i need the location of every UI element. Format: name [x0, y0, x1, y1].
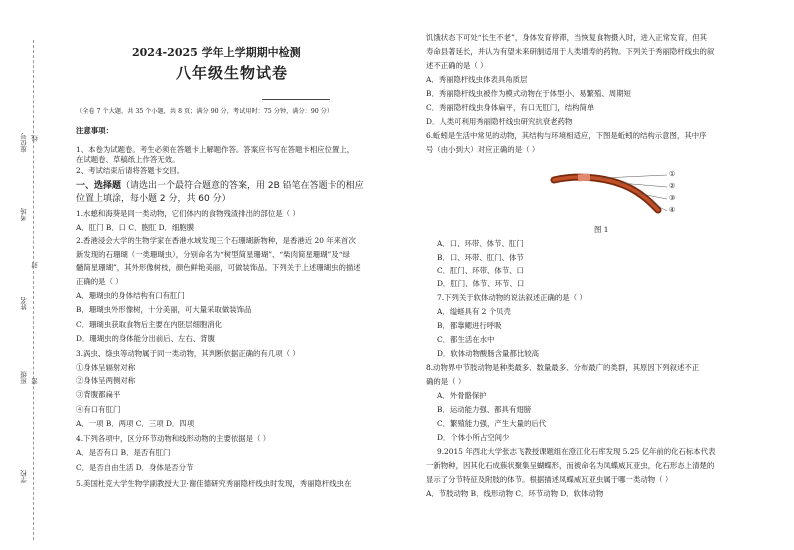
figure-label: ③ [669, 194, 676, 202]
question-line: C．珊瑚虫获取食物后主要在内胚层细胞消化 [76, 320, 223, 329]
question-line: D．人类可利用秀丽隐杆线虫研究抗衰老药物 [426, 117, 573, 126]
class-label: 班级 [20, 371, 28, 384]
section-instruction-line: 位置上填涂，每小题 2 分，共 60 分） [76, 194, 231, 204]
question-line: 述不正确的是（ ） [426, 61, 488, 70]
question-line: B．口、环带、肛门、体节 [437, 253, 524, 262]
question-line: D．肛门、体节、环节、口 [437, 279, 525, 288]
question-line: 7.下列关于软体动物的说法叙述正确的是（ ） [437, 293, 587, 302]
notes-title: 注意事项： [76, 126, 113, 135]
pointer-line [602, 175, 667, 178]
figure-caption: 图 1 [594, 225, 609, 234]
question-line: D．珊瑚虫的身体能分出前后、左右、背腹 [76, 334, 215, 343]
section-heading-title: 一、选择题 [76, 181, 122, 191]
seat-number-label: 座位号 [20, 133, 28, 153]
question-line: 寿命县著延长，并认为有望未来研制适用于人类增寿的药物。下列关于秀丽隐杆线虫的叙 [426, 47, 715, 56]
question-line: D．软体动物酸肠含量都比较高 [437, 349, 540, 358]
seal-mark-xian: 线 [31, 135, 39, 142]
question-line: B．珊瑚虫外形像树，十分美丽，可大量采取做装饰品 [76, 305, 252, 314]
question-line: A．珊瑚虫的身体结构有口有肛门 [76, 291, 185, 300]
title-rule [262, 99, 330, 100]
question-line: A．外骨骼保护 [437, 391, 487, 400]
question-line: 8.动物界中节肢动物是种类最多、数量最多、分布最广的类群，其原因下列叙述不正 [426, 363, 700, 372]
figure-label: ② [669, 182, 676, 190]
question-line: ④有口有肛门 [76, 405, 121, 414]
seal-mark-feng: 封 [31, 262, 39, 269]
question-line: ①身体呈辐射对称 [76, 363, 136, 372]
question-line: 一新物种，因其化石成蔟状聚集呈蝴蝶形，而被命名为凤蝶威瓦亚虫，化石形态上清楚的 [426, 461, 715, 470]
question-line: 2.香港浸会大学的生物学家在香港水域发现三个石珊瑚新物种，是香港近 20 年来首次 [76, 236, 356, 245]
name-label: 姓名 [20, 297, 28, 310]
notes-item: 1、本卷为试题卷。考生必须在答题卡上解题作答。答案应书写在答题卡相应位置上， [76, 145, 355, 154]
question-line: D．个体小所占空间少 [437, 433, 510, 442]
figure-label: ④ [669, 206, 676, 214]
question-line: C．都生活在水中 [437, 335, 495, 344]
section-heading [76, 178, 364, 191]
question-line: A．一项 B．两项 C．三项 D．四项 [76, 419, 195, 428]
question-line: 3.涡虫、绦虫等动物属于同一类动物，其判断依据正确的有几项（ ） [76, 349, 300, 358]
question-line: 4.下列各项中，区分环节动物和线形动物的主要依据是（ ） [76, 434, 271, 443]
earthworm-clitellum [578, 174, 590, 182]
seal-mark-mi: 密 [31, 378, 39, 385]
subject-title: 八年级生物试卷 [176, 64, 289, 82]
question-line: A．是否有口 B．是否有肛门 [76, 448, 171, 457]
school-label: 学校 [20, 470, 28, 483]
question-line: 6.蚯蚓是生活中常见的动物，其结构与环境相适应，下图是蚯蚓的结构示意图，其中序 [426, 131, 707, 140]
question-line: C．肛门、环带、体节、口 [437, 266, 524, 275]
figure-label: ① [669, 170, 676, 178]
question-line: A．节肢动物 B．线形动物 C．环节动物 D．软体动物 [426, 489, 604, 498]
section-instruction-line: （请选出一个最符合题意的答案，用 2B 铅笔在答题卡的相应 [121, 181, 364, 191]
notes-item: 在试题卷、草稿纸上作答无效。 [76, 155, 180, 164]
earthworm-body [554, 177, 658, 210]
exam-title: 2024-2025 学年上学期期中检测 [132, 46, 301, 59]
question-line: B．秀丽隐杆线虫被作为模式动物在于体型小、易繁殖、周期短 [426, 89, 631, 98]
question-line: 确的是（ ） [426, 377, 466, 386]
question-line: 饥饿状态下可处“长生不老”，身体发育停滞，当恢复食物摄入时，进入正常发育，但其 [426, 33, 708, 42]
question-line: C．繁殖能力强，产生大量的后代 [437, 419, 547, 428]
question-line: 9.2015 年西北大学张志飞教授课题组在澄江化石库发现 5.25 亿年前的化石标本代表 [437, 447, 716, 456]
earthworm-figure [550, 168, 680, 228]
exam-info: （全卷 7 个大题，共 35 个小题，共 8 页；满分 90 分，考试用时：75 分钟，满分：90 分） [76, 108, 334, 115]
question-line: ②身体呈两侧对称 [76, 376, 136, 385]
question-line: A．肛门 B．口 C．胞肛 D．细胞膜 [76, 223, 195, 232]
exam-room-label: 考场 [20, 208, 28, 221]
question-line: C．秀丽隐杆线虫身体扁平，有口无肛门，结构简单 [426, 103, 595, 112]
question-line: A．秀丽隐杆线虫体表具角质层 [426, 75, 528, 84]
question-line: 髓简星珊瑚”，其外形像树枝，颜色鲜艳美丽，可做装饰品。下列关于上述珊瑚虫的描述 [76, 263, 361, 272]
question-line: 号（由小到大）对应正确的是（ ） [426, 145, 540, 154]
question-line: 1.水螅和海葵是同一类动物，它们体内的食物残渣排出的部位是（ ） [76, 209, 300, 218]
question-line: 显示了分节特征及附肢的体节。根据描述凤蝶威瓦亚虫属于哪一类动物（ ） [426, 475, 673, 484]
question-line: B．都靠鳃进行呼吸 [437, 321, 502, 330]
binding-dashed-line [33, 40, 34, 540]
question-line: ③背腹都扁平 [76, 390, 121, 399]
question-line: 正确的是（ ） [76, 277, 123, 286]
question-line: C．是否自由生活 D．身体是否分节 [76, 463, 194, 472]
question-line: 5.美国杜克大学生物学副教授大卫·谢佳德研究秀丽隐杆线虫时发现，秀丽隐杆线虫在 [76, 479, 352, 488]
question-line: B．运动能力强、都具有翅膀 [437, 405, 532, 414]
notes-item: 2、考试结束后请将答题卡交回。 [76, 166, 185, 175]
question-line: A．缢蛏具有 2 个贝壳 [437, 307, 511, 316]
question-line: A．口、环带、体节、肛门 [437, 239, 524, 248]
question-line: 新发现的石珊瑚（一类珊瑚虫），分别命名为“树型简星珊瑚”、“柴肉简星珊瑚”及“绿 [76, 250, 350, 259]
